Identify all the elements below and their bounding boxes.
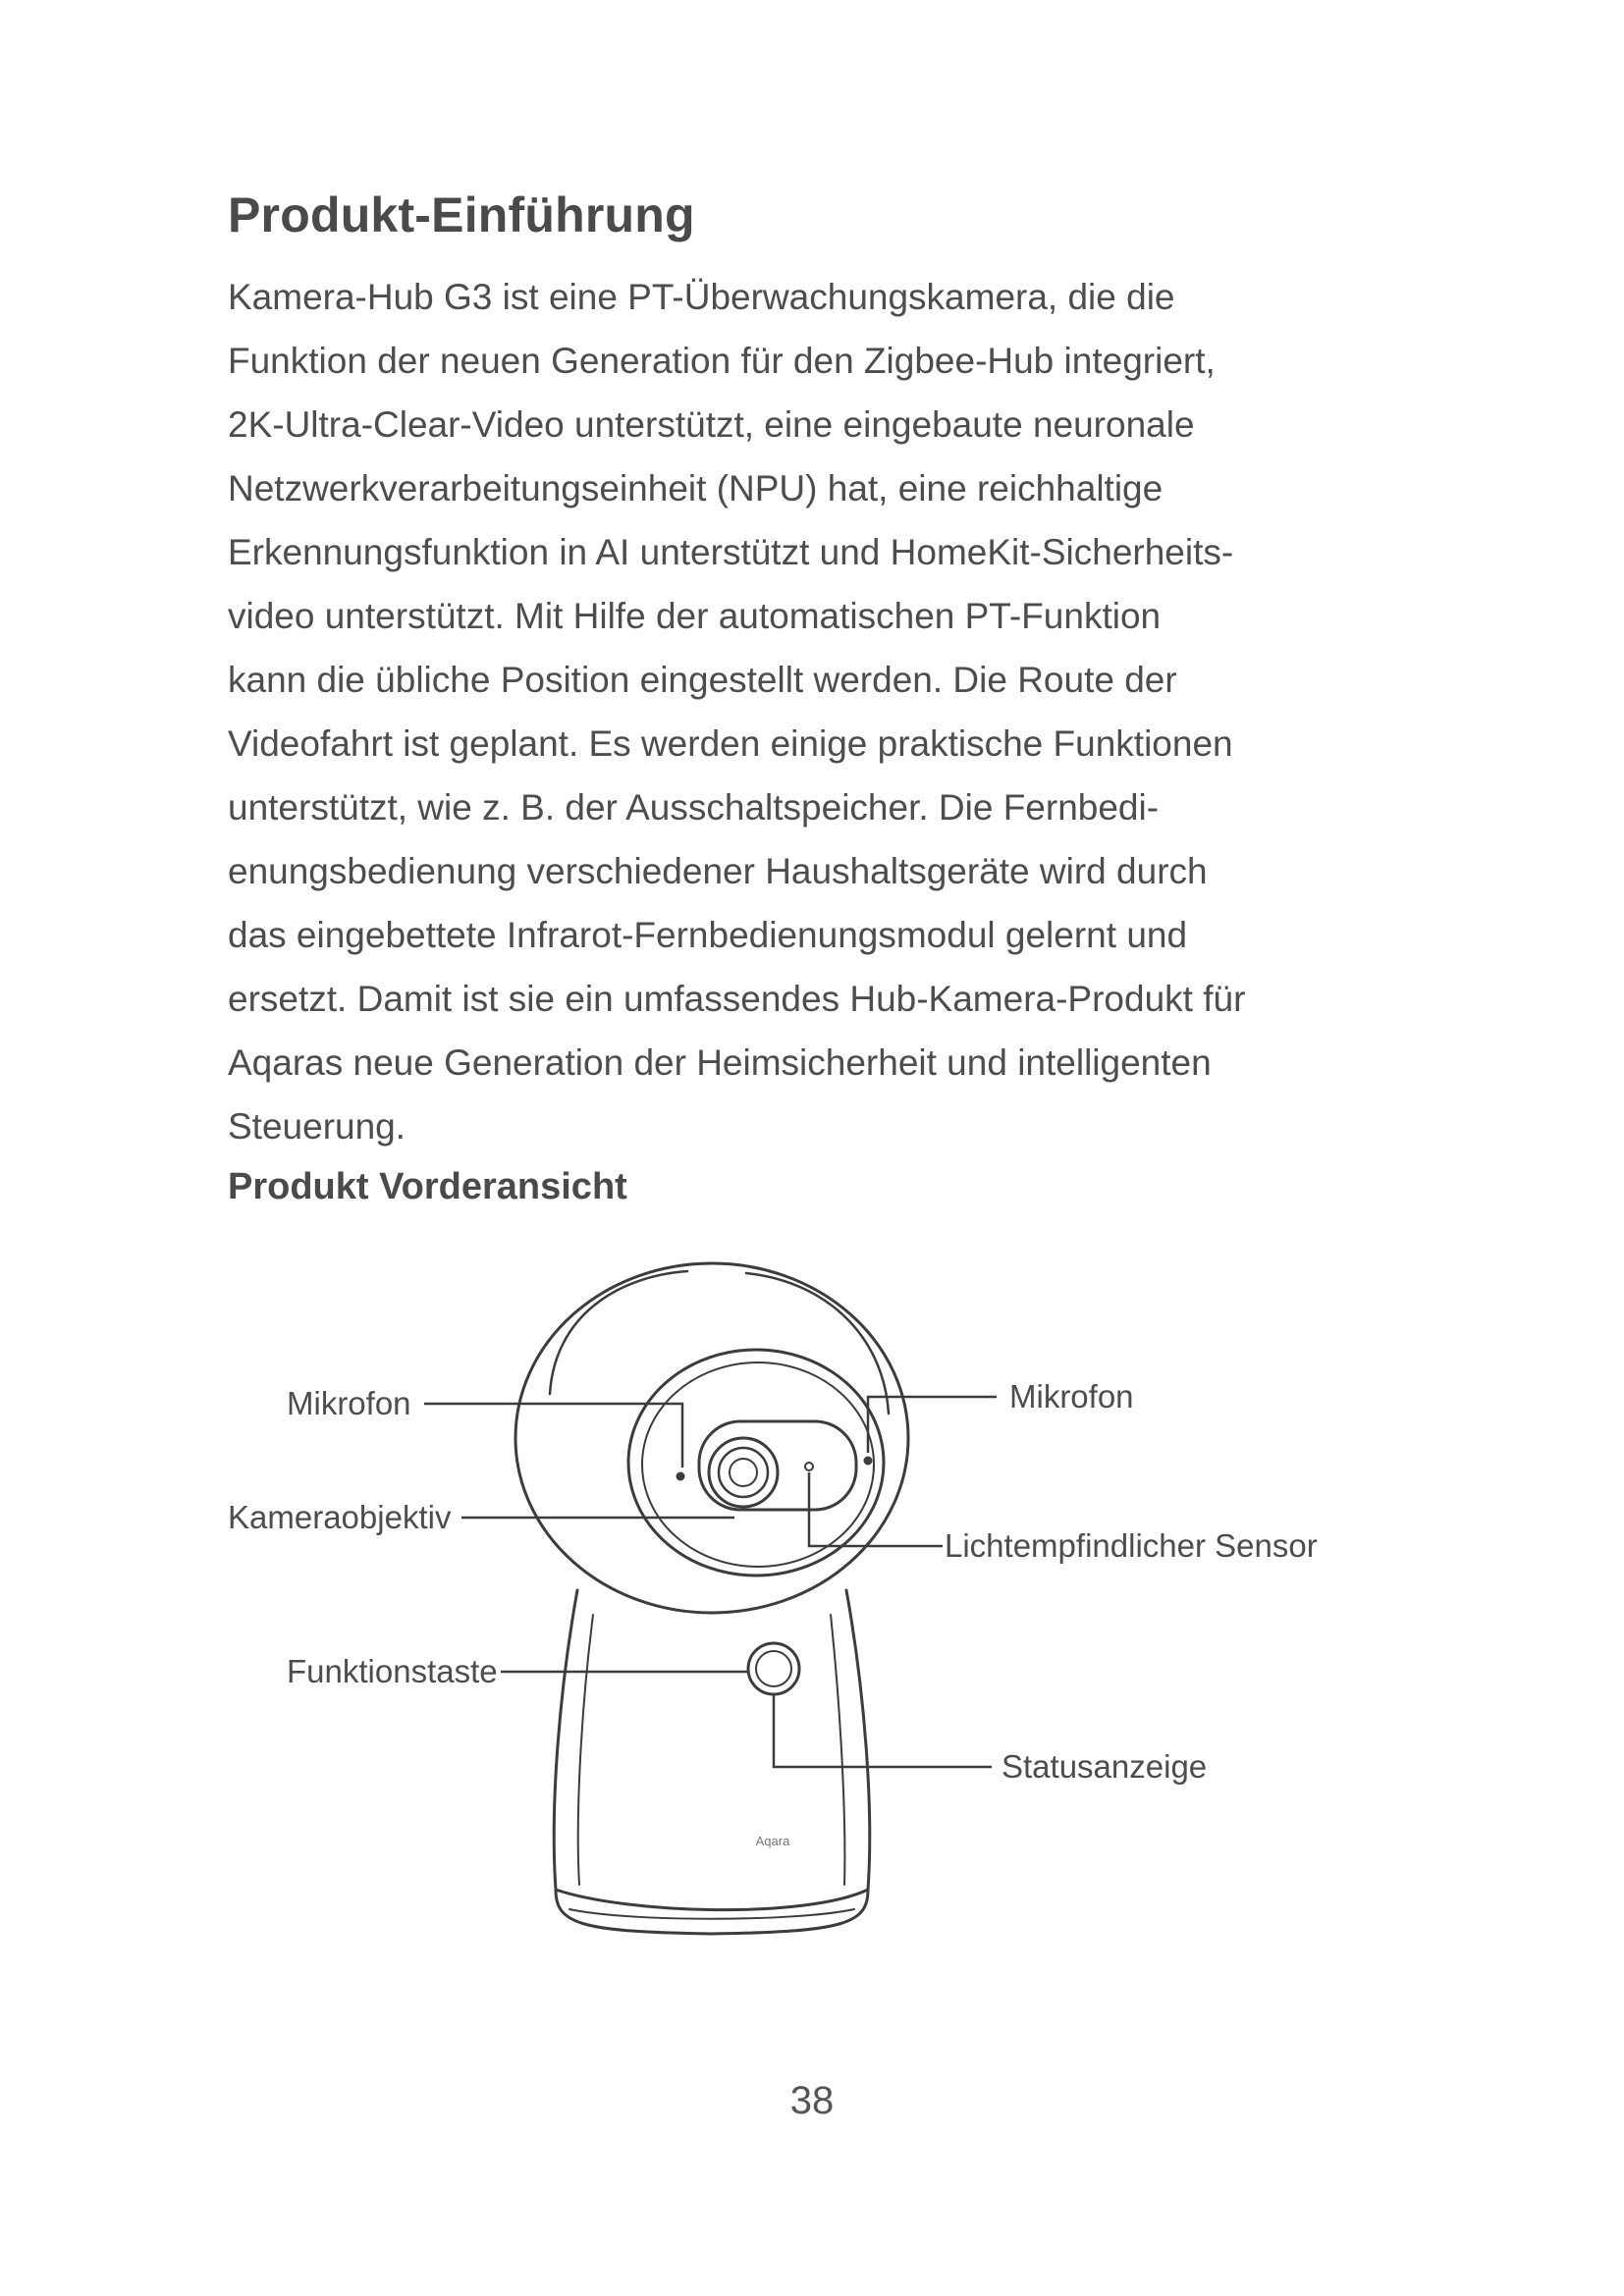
callout-line-mic-left — [424, 1404, 682, 1468]
intro-line: unterstützt, wie z. B. der Ausschaltspeicher. Die Fernbedi- — [228, 787, 1160, 828]
section-title: Produkt-Einführung — [228, 187, 695, 242]
intro-line: Netzwerkverarbeitungseinheit (NPU) hat, eine reichhaltige — [228, 468, 1164, 508]
brand-logo-text: Aqara — [755, 1834, 790, 1848]
camera-lens-mid — [719, 1448, 768, 1497]
mic-left-hole — [677, 1473, 683, 1479]
mic-right-hole — [865, 1458, 871, 1464]
label-light-sensor: Lichtempfindlicher Sensor — [945, 1527, 1318, 1564]
camera-front-diagram — [0, 1237, 1624, 1944]
intro-line: Videofahrt ist geplant. Es werden einige praktische Funktionen — [228, 723, 1233, 764]
camera-body — [554, 1590, 869, 1910]
intro-paragraph — [228, 265, 1367, 1158]
camera-head-inner-arc — [550, 1271, 687, 1394]
intro-line: Kamera-Hub G3 ist eine PT-Überwachungskamera, die die — [228, 277, 1175, 317]
intro-line: ersetzt. Damit ist sie ein umfassendes Hub-Kamera-Produkt für — [228, 979, 1246, 1019]
label-lens: Kameraobjektiv — [228, 1499, 452, 1535]
intro-line: das eingebettete Infrarot-Fernbedienungsmodul gelernt und — [228, 915, 1188, 955]
camera-face-plate — [628, 1350, 884, 1575]
intro-line: Funktion der neuen Generation für den Zigbee-Hub integriert, — [228, 341, 1216, 381]
label-mic-left: Mikrofon — [287, 1385, 411, 1421]
light-sensor-dot — [805, 1463, 813, 1470]
label-status-indicator: Statusanzeige — [1001, 1748, 1208, 1785]
camera-head-inner-arc-right — [746, 1273, 889, 1414]
intro-line: video unterstützt. Mit Hilfe der automatischen PT-Funktion — [228, 596, 1162, 636]
label-mic-right: Mikrofon — [1009, 1378, 1134, 1415]
intro-line: enungsbedienung verschiedener Haushaltsgeräte wird durch — [228, 851, 1208, 891]
camera-body-inner-edge — [578, 1615, 593, 1885]
camera-base-ring — [556, 1890, 868, 1934]
intro-line: 2K-Ultra-Clear-Video unterstützt, eine eingebaute neuronale — [228, 404, 1195, 445]
camera-face-plate-inner — [642, 1362, 874, 1567]
intro-line: kann die übliche Position eingestellt werden. Die Route der — [228, 660, 1177, 700]
front-view-heading: Produkt Vorderansicht — [228, 1166, 627, 1207]
camera-body-inner-edge-right — [831, 1615, 844, 1885]
function-button-inner — [756, 1651, 791, 1686]
intro-line: Steuerung. — [228, 1106, 406, 1147]
label-function-button: Funktionstaste — [287, 1653, 498, 1689]
callout-line-status-indicator — [774, 1694, 992, 1767]
page-number: 38 — [789, 2079, 835, 2122]
camera-lens-inner — [730, 1459, 757, 1486]
intro-line: Erkennungsfunktion in AI unterstützt und HomeKit-Sicherheits- — [228, 532, 1234, 572]
intro-line: Aqaras neue Generation der Heimsicherheit und intelligenten — [228, 1042, 1212, 1083]
